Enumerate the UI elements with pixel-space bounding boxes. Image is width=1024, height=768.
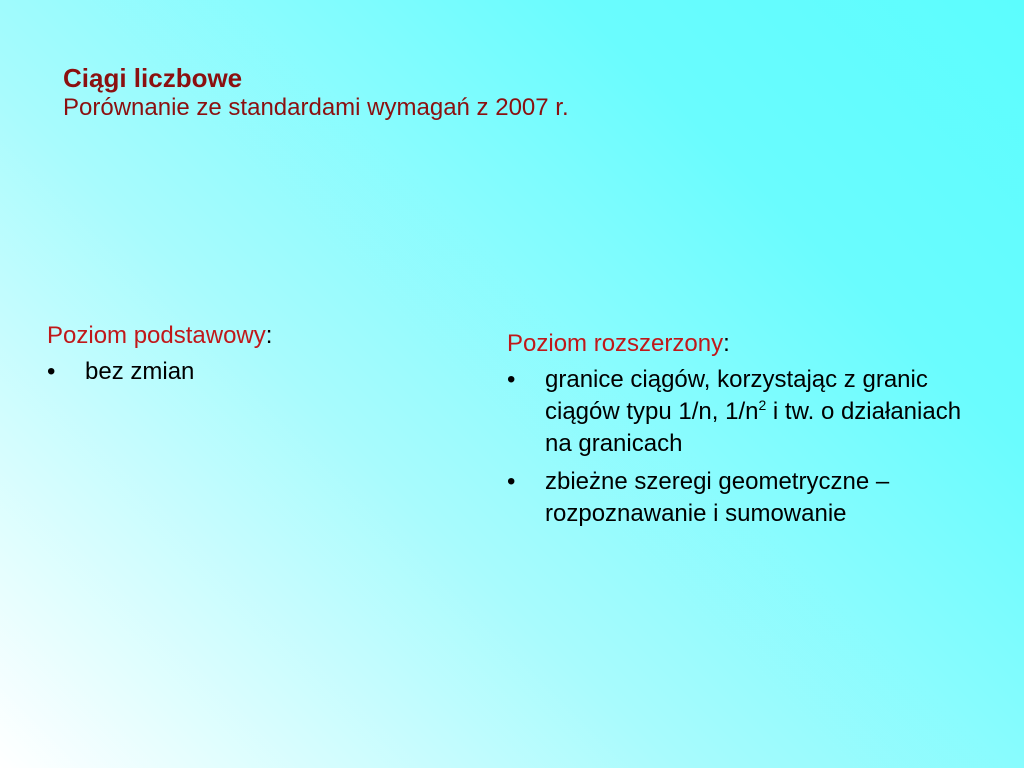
list-item-text-part: i tw. o działaniach na granicach — [545, 398, 962, 457]
bullet-icon: • — [507, 468, 516, 495]
basic-level-list — [47, 356, 467, 388]
list-item — [507, 364, 977, 460]
slide-subtitle: Porównanie ze standardami wymagań z 2007 r. — [63, 94, 569, 121]
extended-level-heading — [507, 328, 977, 360]
extended-level-heading-label: Poziom rozszerzony — [507, 330, 724, 357]
extended-level-column — [507, 328, 977, 536]
list-item-text: bez zmian — [85, 358, 195, 385]
slide-title: Ciągi liczbowe — [63, 63, 243, 93]
extended-level-heading-colon: : — [723, 330, 730, 357]
list-item-text: zbieżne szeregi geometryczne – rozpoznawanie i sumowanie — [545, 468, 890, 527]
title-block — [63, 63, 963, 123]
bullet-icon: • — [507, 366, 516, 393]
bullet-icon: • — [47, 358, 56, 385]
extended-level-list — [507, 364, 977, 530]
list-item — [47, 356, 467, 388]
basic-level-column — [47, 320, 467, 394]
basic-level-heading-colon: : — [265, 322, 273, 349]
list-item — [507, 466, 977, 530]
basic-level-heading — [47, 320, 467, 352]
basic-level-heading-label: Poziom podstawowy — [47, 322, 266, 349]
list-item-text-part: granice ciągów, korzystając z granic ciągów typu 1/n, 1/n — [545, 366, 928, 425]
superscript-exponent: 2 — [758, 397, 767, 413]
